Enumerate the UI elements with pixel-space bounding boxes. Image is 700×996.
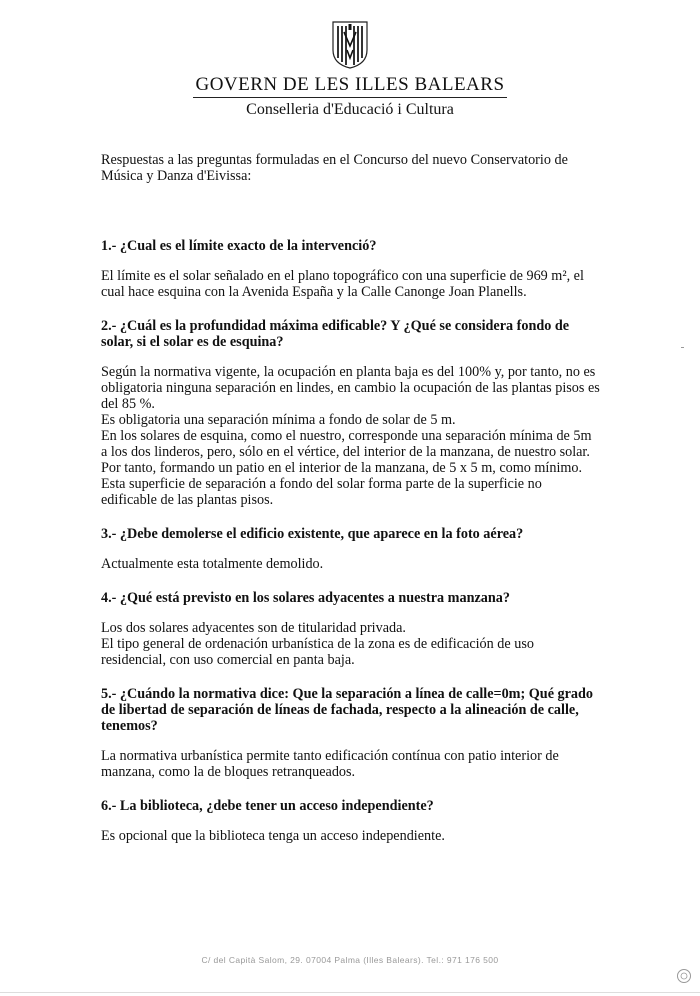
answer-text	[101, 556, 601, 572]
question-heading: 3.- ¿Debe demolerse el edificio existente, que aparece en la foto aérea?	[101, 526, 524, 542]
balearic-government-emblem-icon	[330, 20, 370, 70]
organization-name: GOVERN DE LES ILLES BALEARS	[193, 74, 506, 98]
question-heading: 6.- La biblioteca, ¿debe tener un acceso independiente?	[101, 798, 434, 814]
answer-text	[101, 364, 601, 508]
answer-text	[101, 828, 601, 844]
answer-line: Actualmente esta totalmente demolido.	[101, 556, 324, 572]
question-heading: 2.- ¿Cuál es la profundidad máxima edificable? Y ¿Qué se considera fondo de solar, si el solar es de esquina?	[101, 318, 570, 350]
answer-text	[101, 748, 601, 780]
question-heading: 1.- ¿Cual es el límite exacto de la intervenció?	[101, 238, 377, 254]
question-heading: 4.- ¿Qué está previsto en los solares adyacentes a nuestra manzana?	[101, 590, 510, 606]
answer-line: Es obligatoria una separación mínima a fondo de solar de 5 m.	[101, 412, 456, 428]
footer-divider	[0, 992, 700, 993]
answer-line: El tipo general de ordenación urbanística de la zona es de edificación de uso residencial, con uso comercial en panta baja.	[101, 636, 534, 668]
qa-item	[101, 590, 601, 668]
qa-item	[101, 318, 601, 508]
answer-line: Esta superficie de separación a fondo del solar forma parte de la superficie no edificable de las plantas pisos.	[101, 476, 542, 508]
answer-text	[101, 268, 601, 300]
answer-line: La normativa urbanística permite tanto edificación contínua con patio interior de manzana, como la de bloques retranqueados.	[101, 748, 559, 780]
department-name: Conselleria d'Educació i Cultura	[246, 101, 454, 118]
answer-line: Según la normativa vigente, la ocupación en planta baja es del 100% y, por tanto, no es obligatoria ninguna separación en lindes, en cambio la ocupación de las plantas pisos es del 85 %.	[101, 364, 600, 412]
question-heading: 5.- ¿Cuándo la normativa dice: Que la separación a línea de calle=0m; Qué grado de libertad de separación de líneas de fachada, respecto a la alineación de calle, tenemos?	[101, 686, 594, 734]
letterhead	[0, 20, 700, 119]
answer-line: Los dos solares adyacentes son de titularidad privada.	[101, 620, 406, 636]
intro-paragraph: Respuestas a las preguntas formuladas en el Concurso del nuevo Conservatorio de Música y Danza d'Eivissa:	[101, 152, 568, 184]
answer-line: Por tanto, formando un patio en el interior de la manzana, de 5 x 5 m, como mínimo.	[101, 460, 583, 476]
answer-line: El límite es el solar señalado en el plano topográfico con una superficie de 969 m², el cual hace esquina con la Avenida España y la Calle Canonge Joan Planells.	[101, 268, 584, 300]
margin-mark	[681, 347, 684, 348]
qa-item	[101, 238, 601, 300]
document-body	[101, 152, 601, 844]
footer-address: C/ del Capità Salom, 29. 07004 Palma (Illes Balears). Tel.: 971 176 500	[201, 955, 499, 965]
answer-line: Es opcional que la biblioteca tenga un acceso independiente.	[101, 828, 445, 844]
qa-item	[101, 798, 601, 844]
answer-text	[101, 620, 601, 668]
answer-line: En los solares de esquina, como el nuestro, corresponde una separación mínima de 5m a los dos linderos, pero, sólo en el vértice, del interior de la manzana, de nuestro solar.	[101, 428, 592, 460]
stamp-icon	[676, 968, 692, 984]
qa-item	[101, 526, 601, 572]
qa-item	[101, 686, 601, 780]
